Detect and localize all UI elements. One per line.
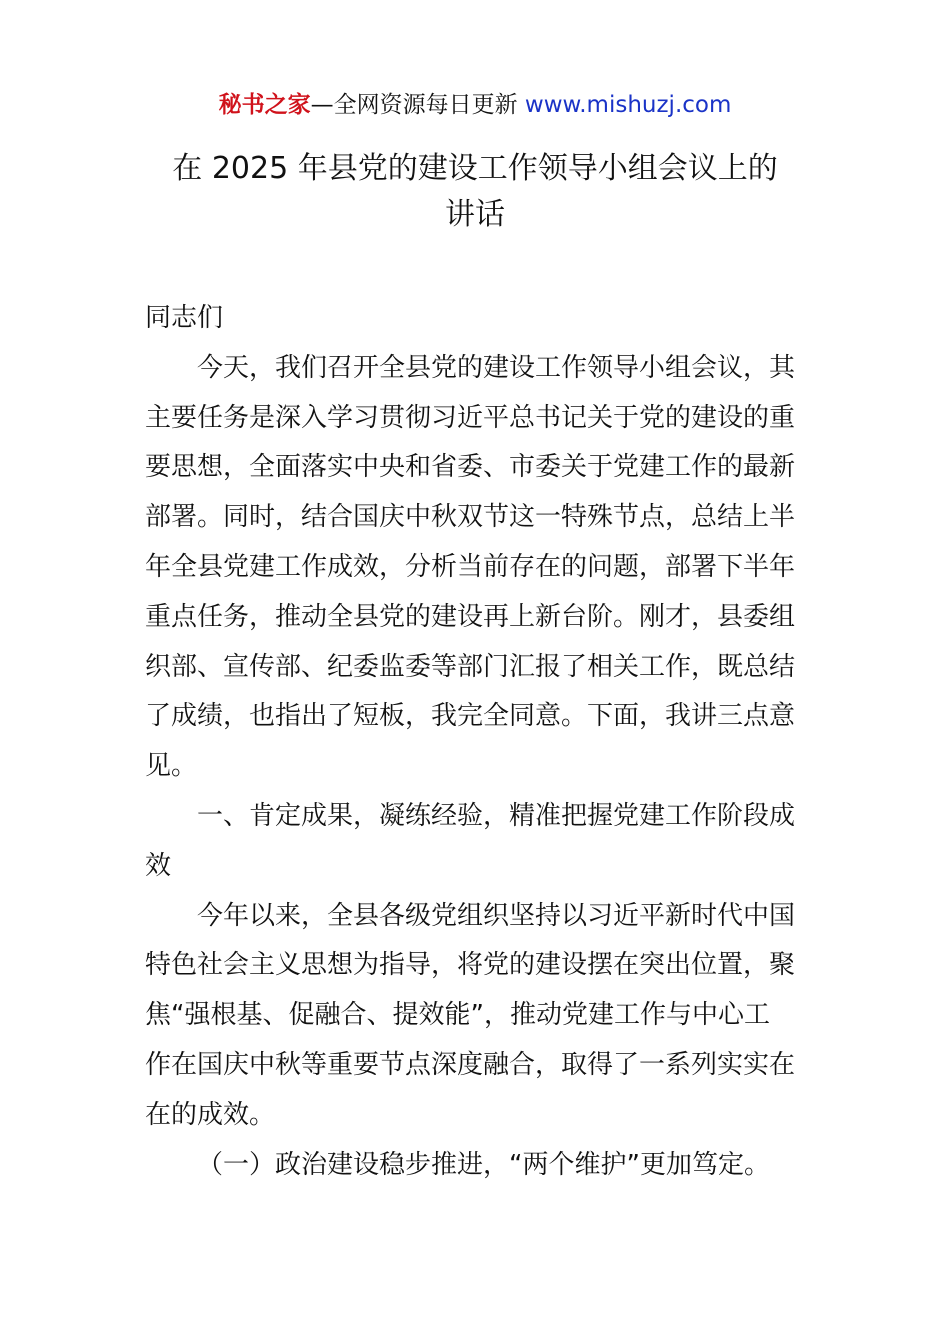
text-line: 部署。同时，结合国庆中秋双节这一特殊节点，总结上半 (145, 502, 796, 533)
text-line: 焦“强根基、促融合、提效能”，推动党建工作与中心工 (145, 1000, 770, 1031)
subheading-line: （一）政治建设稳步推进，“两个维护”更加笃定。 (197, 1149, 770, 1180)
text-line: 见。 (145, 751, 198, 782)
section-heading-1 (145, 792, 810, 892)
text-line: 今天，我们召开全县党的建设工作领导小组会议，其 (197, 352, 796, 383)
text-line: 重点任务，推动全县党的建设再上新台阶。刚才，县委组 (145, 601, 796, 632)
heading-line: 效 (145, 850, 172, 881)
document-body (145, 294, 810, 1190)
header-tagline: —全网资源每日更新 (310, 92, 518, 118)
text-line: 年全县党建工作成效，分析当前存在的问题，部署下半年 (145, 551, 796, 582)
text-line: 要思想，全面落实中央和省委、市委关于党建工作的最新 (145, 452, 796, 483)
heading-line: 一、肯定成果，凝练经验，精准把握党建工作阶段成 (197, 800, 796, 831)
paragraph-achievements (145, 892, 810, 1141)
text-line: 在的成效。 (145, 1099, 276, 1130)
text-line: 主要任务是深入学习贯彻习近平总书记关于党的建设的重 (145, 402, 796, 433)
title-line-2: 讲话 (445, 197, 505, 232)
document-title (145, 146, 805, 238)
brand-name: 秘书之家 (218, 92, 311, 118)
paragraph-intro (145, 344, 810, 792)
salutation-text: 同志们 (145, 303, 224, 333)
subsection-heading-1 (145, 1141, 810, 1191)
site-url-link[interactable]: www.mishuzj.com (524, 92, 732, 118)
text-line: 今年以来，全县各级党组织坚持以习近平新时代中国 (197, 900, 796, 931)
text-line: 了成绩，也指出了短板，我完全同意。下面，我讲三点意 (145, 701, 796, 732)
site-header (0, 88, 950, 122)
text-line: 特色社会主义思想为指导，将党的建设摆在突出位置，聚 (145, 950, 796, 981)
text-line: 作在国庆中秋等重要节点深度融合，取得了一系列实实在 (145, 1049, 796, 1080)
title-line-1: 在 2025 年县党的建设工作领导小组会议上的 (172, 151, 778, 186)
salutation (145, 294, 810, 344)
text-line: 织部、宣传部、纪委监委等部门汇报了相关工作，既总结 (145, 651, 796, 682)
